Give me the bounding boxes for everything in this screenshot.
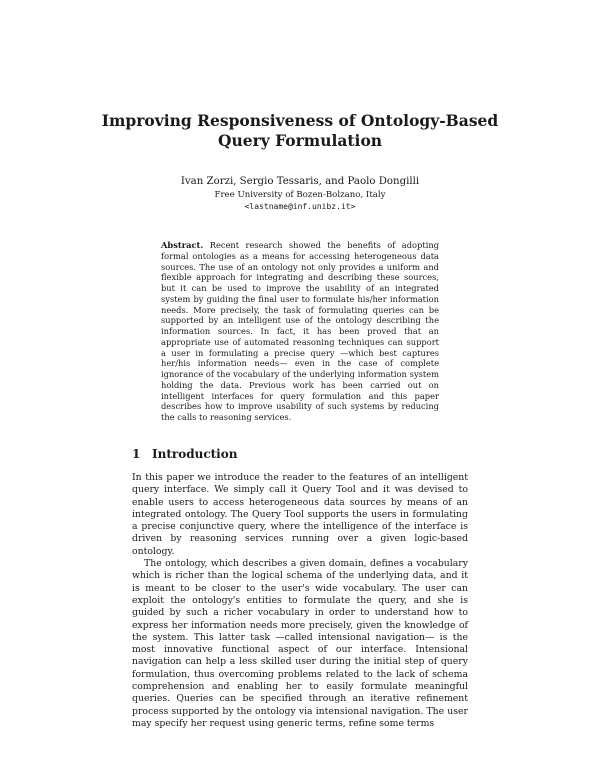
abstract-text: Recent research showed the benefits of adopting formal ontologies as a means for accessing heterogeneous data sources. The use of an ontology not only provides a uniform and flexible approach for integrating and describing these sources, but it can be used to improve the usability of an integrated system by guiding the final user to formulate his/her information needs. More precisely, the task of formulating queries can be supported by an intelligent use of the ontology describing the information sources. In fact, it has been proved that an appropriate use of automated reasoning techniques can support a user in formulating a precise query —which best captures her/his information needs— even in the case of complete ignorance of the vocabulary of the underlying information system holding the data. Previous work has been carried out on intelligent interfaces for query formulation and this paper describes how to improve usability of such systems by reducing the calls to reasoning services. <box>161 240 440 422</box>
section-heading <box>132 446 237 462</box>
abstract <box>161 240 439 423</box>
author-list: Ivan Zorzi, Sergio Tessaris, and Paolo Dongilli <box>180 176 420 187</box>
affiliation: Free University of Bozen-Bolzano, Italy <box>214 190 386 200</box>
title-line-2: Query Formulation <box>217 131 383 150</box>
section-title: Introduction <box>152 447 238 461</box>
abstract-label: Abstract. <box>161 240 204 250</box>
paper-title <box>100 111 500 151</box>
section-body <box>132 472 468 730</box>
title-line-1: Improving Responsiveness of Ontology-Based <box>101 111 499 130</box>
body-paragraph-1: In this paper we introduce the reader to the features of an intelligent query interface. We simply call it Query Tool and it was devised to enable users to access heterogeneous data sources by means of an integrated ontology. The Query Tool supports the users in formulating a precise conjunctive query, where the intelligence of the interface is driven by reasoning services running over a given logic-based ontology. <box>132 472 468 557</box>
author-email: <lastname@inf.unibz.it> <box>244 202 356 211</box>
section-number: 1 <box>132 447 141 461</box>
body-paragraph-2: The ontology, which describes a given domain, defines a vocabulary which is richer than the logical schema of the underlying data, and it is meant to be closer to the user's wide vocabulary. The user can exploit the ontology's entities to formulate the query, and she is guided by such a richer vocabulary in order to understand how to express her information needs more precisely, given the knowledge of the system. This latter task —called intensional navigation— is the most innovative functional aspect of our interface. Intensional navigation can help a less skilled user during the initial step of query formulation, thus overcoming problems related to the lack of schema comprehension and enabling her to easily formulate meaningful queries. Queries can be specified through an iterative refinement process supported by the ontology via intensional navigation. The user may specify her request using generic terms, refine some terms <box>132 558 468 729</box>
